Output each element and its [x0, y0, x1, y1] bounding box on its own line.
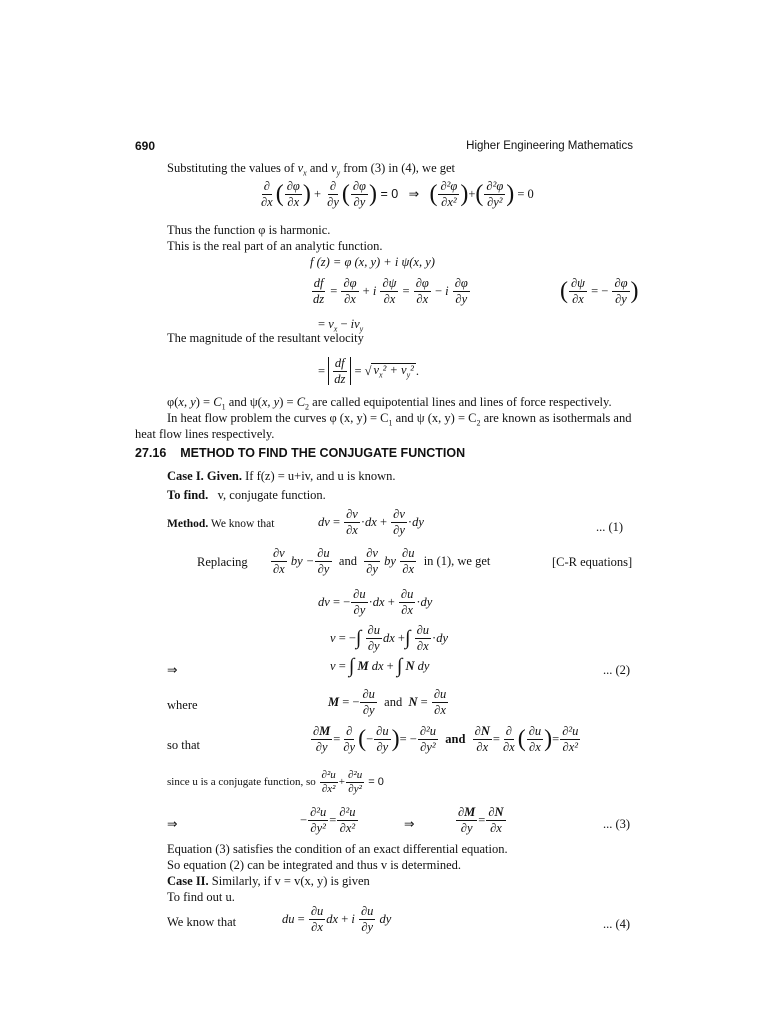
- velocity-components: = $v_x - iv_y$: [318, 317, 364, 334]
- case1-given: Case I. Given. If f(z) = u+iv, and u is known.: [167, 469, 396, 483]
- section-heading: 27.16 METHOD TO FIND THE CONJUGATE FUNCTION: [135, 446, 466, 460]
- page-number: 690: [135, 139, 156, 153]
- dv-substituted: dv = − $\frac{\partial u}{\partial y}$ ·dx + $\frac{\partial u}{\partial x}$ ·dy: [318, 587, 433, 617]
- heatflow-text-2: heat flow lines respectively.: [135, 427, 275, 441]
- dfdz-equation: $\frac{df}{dz}$ = $\frac{\partial\varphi}{\partial x}$ + i $\frac{\partial\psi}{\partial x}$ = $\frac{\partial\varphi}{\partial x}$ − i $\frac{\partial\varphi}{\partial y}$: [313, 276, 468, 306]
- eq-number-1: ... (1): [596, 520, 624, 534]
- case2-text: Case II. Similarly, if v = v(x, y) is given: [167, 874, 370, 888]
- replacing-label: Replacing: [197, 555, 248, 569]
- implies-arrow-3b: ⇒: [404, 817, 415, 831]
- eq-number-3: ... (3): [603, 817, 631, 831]
- partial-derivatives: $\frac{\partial M}{\partial y}$ = $\frac{\partial}{\partial y}$ ( − $\frac{\partial u}{\partial y}$ ) = − $\frac{\text{∂²u}}{\text{∂y²}}$ and $\frac{\partial N}{\partial x}$ = $\frac{\partial}{\partial x}$ ( $\frac{\partial u}{\partial x}$ ) = $\frac{\text{∂²u}}{\text{∂x²}}$: [313, 724, 579, 754]
- eq-number-2: ... (2): [603, 663, 631, 677]
- implies-arrow-3a: ⇒: [167, 817, 178, 831]
- to-find-u: To find out u.: [167, 890, 235, 904]
- real-part-text: This is the real part of an analytic function.: [167, 239, 383, 253]
- equation-3-left: − $\frac{\text{∂²u}}{\text{∂y²}}$ = $\frac{\text{∂²u}}{\text{∂x²}}$: [300, 805, 356, 835]
- heatflow-text-1: In heat flow problem the curves φ (x, $y) = C_1$ and ψ (x, $y) = C_2$ are known as isothermals and: [167, 411, 632, 428]
- equation-1: dv = $\frac{\partial v}{\partial x}$ ·dx + $\frac{\partial v}{\partial y}$ ·dy: [318, 507, 424, 537]
- eq-number-4: ... (4): [603, 917, 631, 931]
- harmonic-text: Thus the function φ is harmonic.: [167, 223, 331, 237]
- since-conjugate: since u is a conjugate function, so $\frac{\text{∂²u}}{\text{∂x²}}$ + $\frac{\text{∂²u}}{\text{∂y²}}$ = 0: [167, 769, 384, 795]
- magnitude-equation: = $\frac{df}{dz}$ = √ $v_x^2 + v_y^2$ .: [318, 356, 420, 386]
- running-title: Higher Engineering Mathematics: [466, 140, 633, 152]
- cr-relation: ( $\frac{\partial\psi}{\partial x}$ = − $\frac{\partial\varphi}{\partial y}$ ): [560, 276, 639, 306]
- equipotential-text: φ(x, $y) = C_1$ and ψ(x, $y) = C_2$ are called equipotential lines and lines of force respectively.: [167, 395, 612, 412]
- substituting-line: Substituting the values of $v_x$ and $v_y$ from (3) in (4), we get: [167, 161, 456, 178]
- harmonic-equation: $\frac{\partial}{\partial x}$ ( $\frac{\partial\varphi}{\partial x}$ ) + $\frac{\partial}{\partial y}$ ( $\frac{\partial\varphi}{\partial y}$ ) = 0 ⇒ ( $\frac{\text{∂²φ}}{\text{∂x²}}$ ) + ( $\frac{\text{∂²φ}}{\text{∂y²}}$ ) = 0: [261, 179, 534, 209]
- cr-equations-label: [C-R equations]: [552, 555, 633, 569]
- case1-tofind: To find. v, conjugate function.: [167, 488, 326, 502]
- magnitude-text: The magnitude of the resultant velocity: [167, 331, 364, 345]
- equation-2: v = ∫ M dx + ∫ N dy: [330, 655, 430, 677]
- implies-arrow-2: ⇒: [167, 663, 178, 677]
- we-know-that: We know that: [167, 915, 237, 929]
- exact-text: Equation (3) satisfies the condition of an exact differential equation.: [167, 842, 508, 856]
- equation-4: du = $\frac{\partial u}{\partial x}$ dx + i $\frac{\partial u}{\partial y}$ dy: [282, 904, 392, 934]
- replacing-expression: $\frac{\partial v}{\partial x}$ by − $\frac{\partial u}{\partial y}$ and $\frac{\partial v}{\partial y}$ by $\frac{\partial u}{\partial x}$ in (1), we get: [273, 546, 491, 576]
- integrated-text: So equation (2) can be integrated and thus v is determined.: [167, 858, 462, 872]
- equation-3-right: $\frac{\partial M}{\partial y}$ = $\frac{\partial N}{\partial x}$: [458, 805, 504, 835]
- so-that-label: so that: [167, 738, 200, 752]
- fz-equation: f (z) = φ (x, y) + i ψ(x, y): [310, 255, 435, 269]
- where-label: where: [167, 698, 198, 712]
- m-n-definition: M = − $\frac{\partial u}{\partial y}$ and N = $\frac{\partial u}{\partial x}$: [328, 687, 447, 717]
- method-text: Method. We know that: [167, 518, 275, 530]
- v-integral: v = − ∫ $\frac{\partial u}{\partial y}$ dx + ∫ $\frac{\partial u}{\partial x}$ ·dy: [330, 623, 448, 653]
